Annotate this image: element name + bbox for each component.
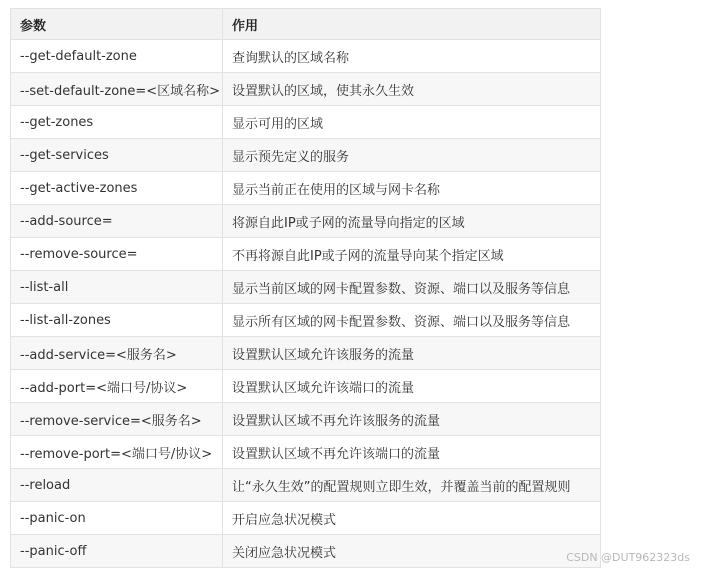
table-row xyxy=(11,304,601,337)
csdn-watermark: CSDN @DUT962323ds xyxy=(566,551,690,564)
parameter-cell: --panic-off xyxy=(11,535,223,568)
description-cell: 将源自此IP或子网的流量导向指定的区域 xyxy=(223,205,601,238)
table-row xyxy=(11,271,601,304)
parameter-cell: --list-all-zones xyxy=(11,304,223,337)
table-row xyxy=(11,370,601,403)
description-cell: 不再将源自此IP或子网的流量导向某个指定区域 xyxy=(223,238,601,271)
table-row xyxy=(11,535,601,568)
table-row xyxy=(11,502,601,535)
description-cell: 设置默认区域允许该端口的流量 xyxy=(223,370,601,403)
table-row xyxy=(11,205,601,238)
table-row xyxy=(11,403,601,436)
description-cell: 让“永久生效”的配置规则立即生效，并覆盖当前的配置规则 xyxy=(223,469,601,502)
table-row xyxy=(11,106,601,139)
description-cell: 查询默认的区域名称 xyxy=(223,40,601,73)
description-cell: 关闭应急状况模式 xyxy=(223,535,601,568)
description-cell: 设置默认区域不再允许该服务的流量 xyxy=(223,403,601,436)
table-row xyxy=(11,469,601,502)
parameter-cell: --list-all xyxy=(11,271,223,304)
description-cell: 开启应急状况模式 xyxy=(223,502,601,535)
header-function: 作用 xyxy=(223,9,601,40)
description-cell: 显示预先定义的服务 xyxy=(223,139,601,172)
table-row xyxy=(11,337,601,370)
parameter-cell: --panic-on xyxy=(11,502,223,535)
description-cell: 显示可用的区域 xyxy=(223,106,601,139)
parameter-cell: --remove-source= xyxy=(11,238,223,271)
table-row xyxy=(11,73,601,106)
description-cell: 设置默认区域允许该服务的流量 xyxy=(223,337,601,370)
table-header-row xyxy=(11,9,601,40)
description-cell: 显示所有区域的网卡配置参数、资源、端口以及服务等信息 xyxy=(223,304,601,337)
table-row xyxy=(11,172,601,205)
parameter-cell: --get-active-zones xyxy=(11,172,223,205)
parameter-cell: --get-default-zone xyxy=(11,40,223,73)
parameter-cell: --add-source= xyxy=(11,205,223,238)
description-cell: 显示当前区域的网卡配置参数、资源、端口以及服务等信息 xyxy=(223,271,601,304)
parameter-cell: --get-zones xyxy=(11,106,223,139)
description-cell: 设置默认区域不再允许该端口的流量 xyxy=(223,436,601,469)
parameter-cell: --add-port=<端口号/协议> xyxy=(11,370,223,403)
parameter-cell: --get-services xyxy=(11,139,223,172)
parameter-cell: --remove-service=<服务名> xyxy=(11,403,223,436)
description-cell: 设置默认的区域，使其永久生效 xyxy=(223,73,601,106)
description-cell: 显示当前正在使用的区域与网卡名称 xyxy=(223,172,601,205)
parameter-cell: --add-service=<服务名> xyxy=(11,337,223,370)
parameter-cell: --remove-port=<端口号/协议> xyxy=(11,436,223,469)
table-row xyxy=(11,238,601,271)
header-parameter: 参数 xyxy=(11,9,223,40)
table-row xyxy=(11,436,601,469)
table-row xyxy=(11,139,601,172)
table-row xyxy=(11,40,601,73)
parameter-cell: --reload xyxy=(11,469,223,502)
parameter-cell: --set-default-zone=<区域名称> xyxy=(11,73,223,106)
firewall-cmd-parameter-table xyxy=(10,8,601,568)
